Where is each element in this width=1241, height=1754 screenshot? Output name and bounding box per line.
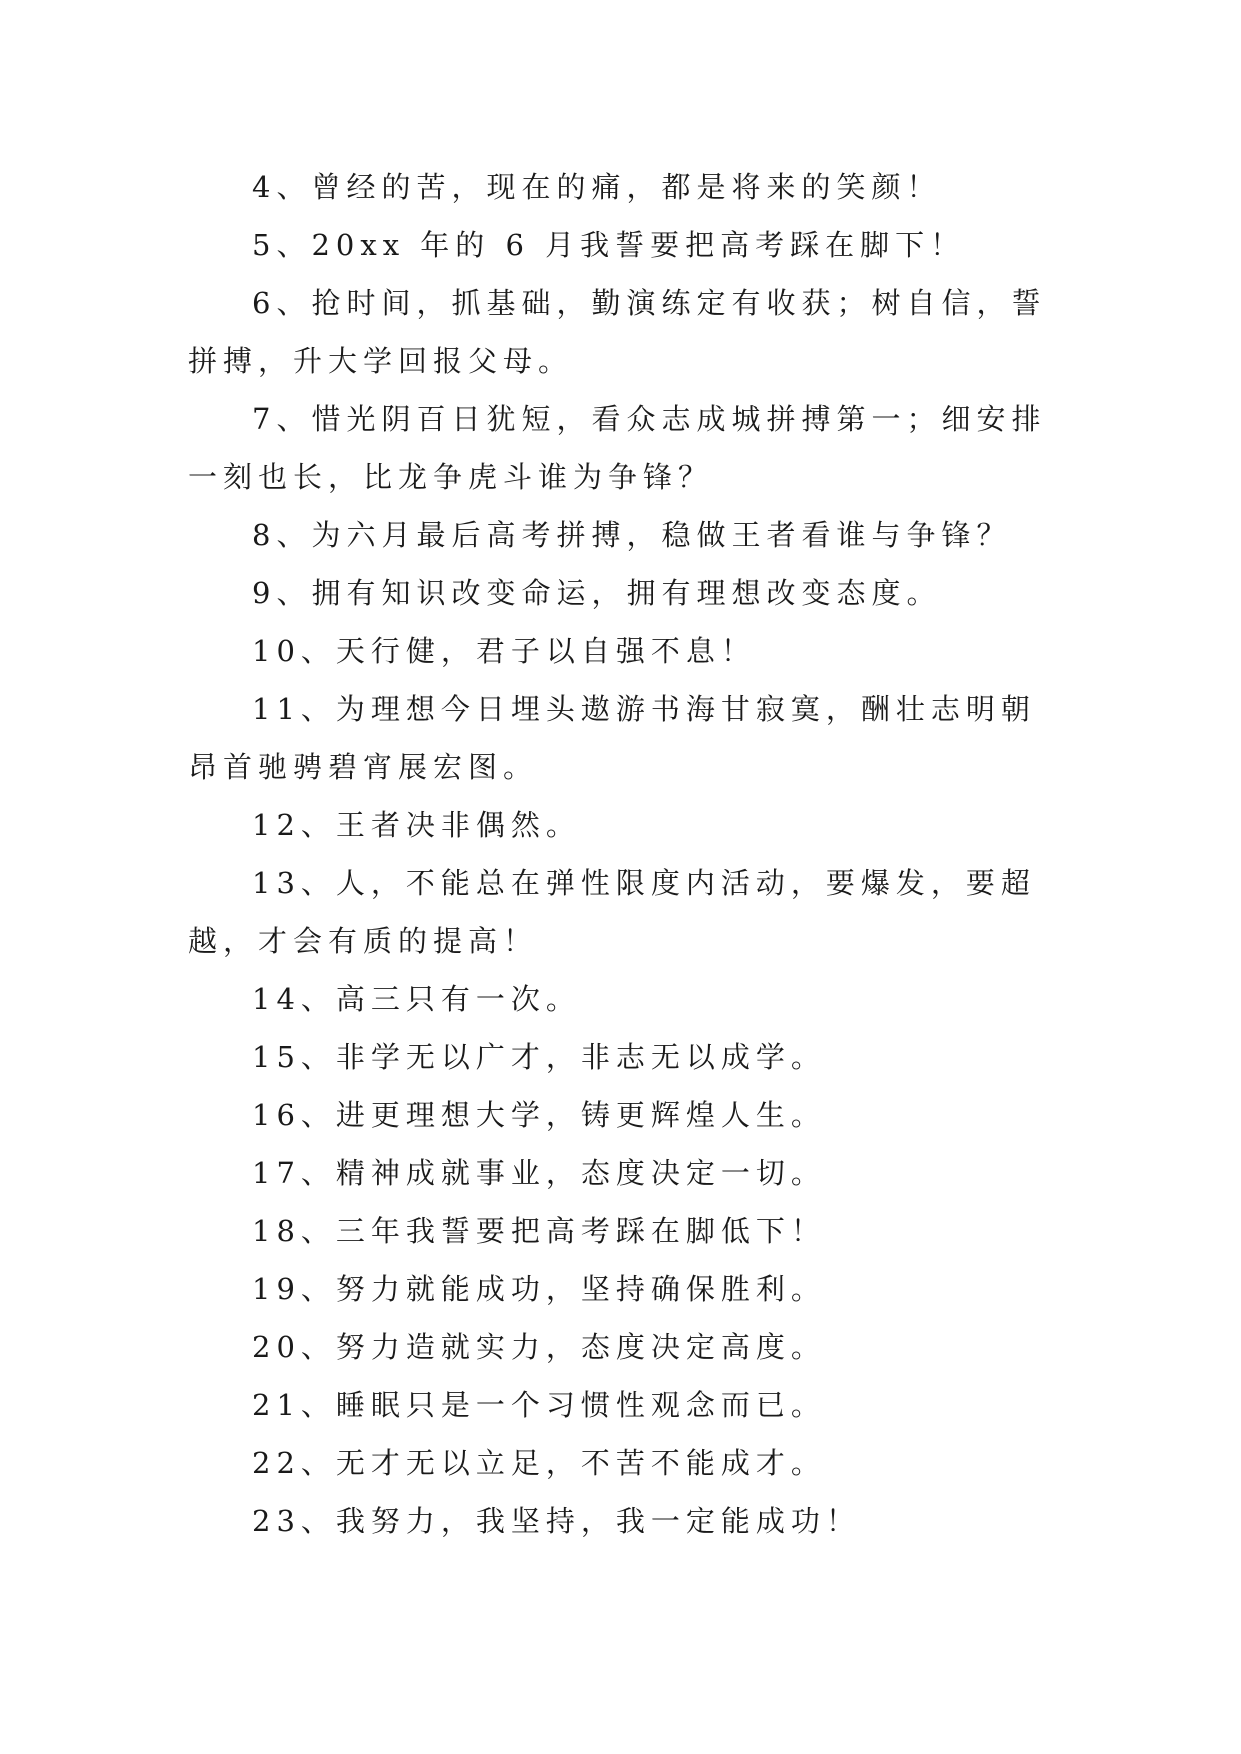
paragraph-23: 23、我努力，我坚持，我一定能成功！ xyxy=(252,1504,861,1538)
paragraph-20: 20、努力造就实力，态度决定高度。 xyxy=(252,1330,826,1364)
paragraph-16: 16、进更理想大学，铸更辉煌人生。 xyxy=(252,1098,826,1132)
paragraph-10: 10、天行健，君子以自强不息！ xyxy=(252,634,756,668)
paragraph-6: 6、抢时间，抓基础，勤演练定有收获；树自信，誓拼搏，升大学回报父母。 xyxy=(188,286,1047,378)
paragraph-17: 17、精神成就事业，态度决定一切。 xyxy=(252,1156,826,1190)
paragraph-8: 8、为六月最后高考拼搏，稳做王者看谁与争锋？ xyxy=(252,518,1012,552)
paragraph-19: 19、努力就能成功，坚持确保胜利。 xyxy=(252,1272,826,1306)
paragraph-4: 4、曾经的苦，现在的痛，都是将来的笑颜！ xyxy=(252,170,942,204)
paragraph-15: 15、非学无以广才，非志无以成学。 xyxy=(252,1040,826,1074)
paragraph-21: 21、睡眠只是一个习惯性观念而已。 xyxy=(252,1388,826,1422)
document-body xyxy=(188,158,1058,1550)
paragraph-11: 11、为理想今日埋头遨游书海甘寂寞，酬壮志明朝昂首驰骋碧宵展宏图。 xyxy=(188,692,1036,784)
paragraph-13: 13、人，不能总在弹性限度内活动，要爆发，要超越，才会有质的提高！ xyxy=(188,866,1036,958)
paragraph-12: 12、王者决非偶然。 xyxy=(252,808,581,842)
paragraph-7: 7、惜光阴百日犹短，看众志成城拼搏第一；细安排一刻也长，比龙争虎斗谁为争锋？ xyxy=(188,402,1047,494)
paragraph-22: 22、无才无以立足，不苦不能成才。 xyxy=(252,1446,826,1480)
paragraph-14: 14、高三只有一次。 xyxy=(252,982,581,1016)
paragraph-18: 18、三年我誓要把高考踩在脚低下！ xyxy=(252,1214,826,1248)
paragraph-5: 5、20xx 年的 6 月我誓要把高考踩在脚下！ xyxy=(252,228,966,262)
paragraph-9: 9、拥有知识改变命运，拥有理想改变态度。 xyxy=(252,576,942,610)
